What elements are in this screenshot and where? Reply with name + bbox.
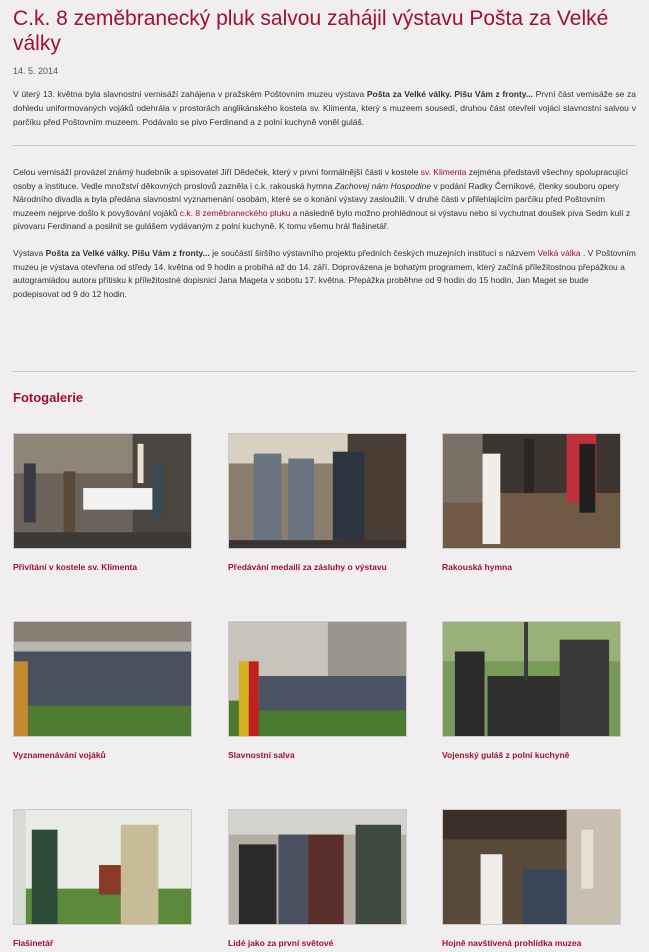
gallery-caption-4[interactable]: Vyznamenávání vojáků — [13, 750, 106, 760]
intro-exhibition-name: Pošta za Velké války. Píšu Vám z fronty... — [366, 89, 533, 99]
article-date: 14. 5. 2014 — [13, 66, 59, 76]
gallery-caption-3[interactable]: Rakouská hymna — [442, 562, 512, 572]
p2-text-1: Výstava — [13, 247, 46, 258]
gallery-photo-5[interactable] — [228, 621, 407, 737]
p2-exhibition-name: Pošta za Velké války. Píšu Vám z fronty... — [45, 247, 210, 258]
gallery-caption-1[interactable]: Přivítání v kostele sv. Klimenta — [13, 562, 138, 572]
gallery-photo-7[interactable] — [13, 809, 192, 925]
gallery-caption-2[interactable]: Předávání medailí za zásluhy o výstavu — [228, 562, 387, 572]
gallery-title: Fotogalerie — [13, 390, 84, 405]
article-paragraph-2 — [13, 247, 636, 301]
intro-text-2: První část vernisáže se za dohledu uniformovaných vojáků odehrála v prostorách anglikánského kostela sv. Klimenta, který s muzeem sousedí, druhou část otevřeli vojáci slavnostní salvou v parčíku před Poštovním muzeem. Podávalo se pivo Ferdinand a z polní kuchyně voněl guláš. — [13, 89, 636, 127]
p2-text-2: je součástí širšího výstavního projektu předních českých muzejních institucí s názvem — [209, 247, 538, 258]
link-sv-klimenta[interactable]: sv. Klimenta — [420, 167, 467, 177]
link-velka-valka[interactable]: Velká válka — [537, 247, 581, 258]
gallery-caption-5[interactable]: Slavnostní salva — [228, 750, 295, 760]
divider — [13, 145, 636, 146]
article-title: C.k. 8 zeměbranecký pluk salvou zahájil výstavu Pošta za Velké války — [13, 7, 609, 55]
gallery-photo-8[interactable] — [228, 809, 407, 925]
p1-text-4: a následně bylo možno prohlédnout si výstavu nebo si vychutnat doušek piva Sedm kulí z pivovaru Ferdinand a posilnit se gulášem vydávaným z polní kuchyně. K tomu všemu hrál flašinetář. — [13, 207, 631, 232]
gallery-caption-9[interactable]: Hojně navštívená prohlídka muzea — [442, 938, 582, 948]
article-paragraph-1 — [13, 166, 636, 234]
p1-text-1: Celou vernisáží provázel známý hudebník a spisovatel Jiří Dědeček, který v první formálnější části v kostele — [13, 167, 421, 177]
link-regiment[interactable]: c.k. 8 zeměbraneckého pluku — [179, 207, 291, 218]
divider — [13, 371, 636, 372]
intro-text-1: V úterý 13. května byla slavnostní vernisáží zahájena v pražském Poštovním muzeu výstava — [13, 89, 367, 99]
gallery-photo-6[interactable] — [442, 621, 621, 737]
article-intro — [13, 87, 636, 129]
p1-text-3: v podání Radky Černíkové, členky souboru opery Národního divadla a byla předána slavnostní vyznamenání osobám, které se o konání výstavy zasloužili. V druhé části v přilehlajícím parčíku před Poštovním muzeem nejprve došlo k povyšování vojáků — [13, 180, 620, 218]
gallery-photo-9[interactable] — [442, 809, 621, 925]
gallery-caption-7[interactable]: Flašinetář — [13, 938, 54, 948]
p1-text-2: zejména představil všechny spolupracující osoby a instituce. Vedle množství děkovných proslovů zazněla i c.k. rakouská hymna — [13, 167, 628, 191]
gallery-photo-4[interactable] — [13, 621, 192, 737]
gallery-photo-3[interactable] — [442, 433, 621, 549]
p2-text-3: . V Poštovním muzeu je výstava otevřena od středy 14. května od 9 hodin a probíhá až do 14. září. Doprovázena je bohatým programem, který začíná příležitostnou přepážkou a autogramiádou autora přítisku k příležitostné dopisnici Jana Mageta v sobotu 17. května. Přepážka proběhne od 9 hodin do 15 hodin, Jan Maget se bude podepisovat od 9 do 12 hodin. — [13, 247, 636, 299]
gallery-caption-8[interactable]: Lidé jako za první světové — [228, 938, 334, 948]
p1-anthem-name: Zachovej nám Hospodine — [334, 180, 432, 191]
gallery-caption-6[interactable]: Vojenský guláš z polní kuchyně — [442, 750, 570, 760]
gallery-photo-1[interactable] — [13, 433, 192, 549]
gallery-photo-2[interactable] — [228, 433, 407, 549]
